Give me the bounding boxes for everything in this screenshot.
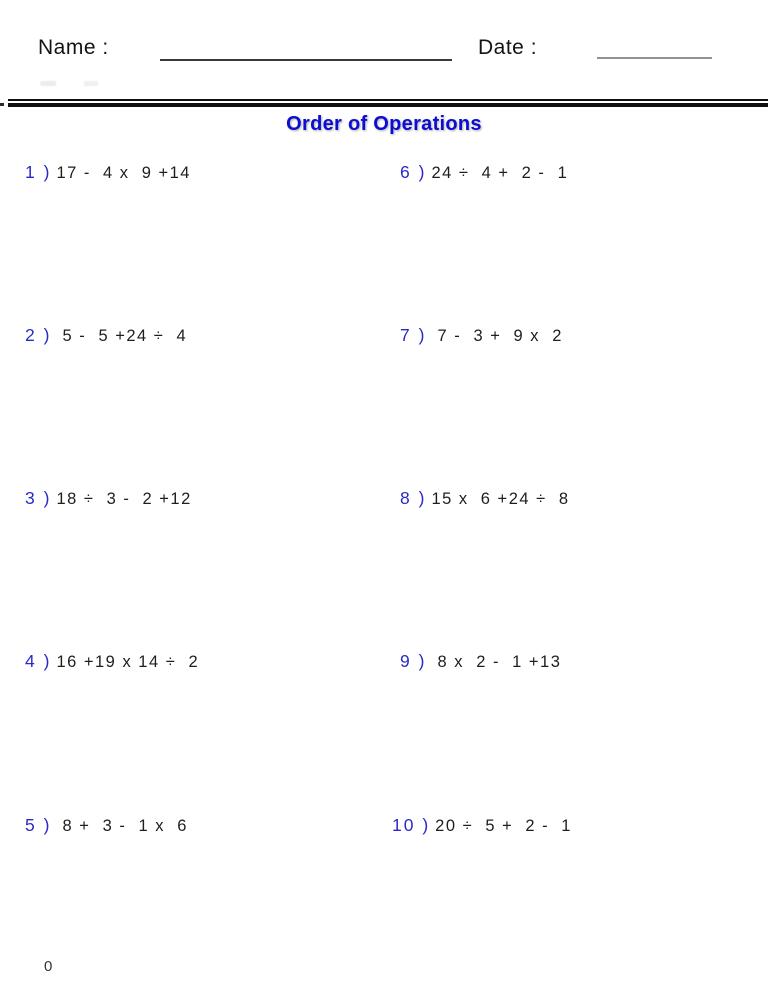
- problem-expression: 8 x 2 - 1 +13: [431, 653, 562, 671]
- rule-left-dot: [0, 103, 4, 106]
- problem-expression: 16 +19 x 14 ÷ 2: [56, 653, 200, 671]
- problem-expression: 20 ÷ 5 + 2 - 1: [435, 817, 572, 835]
- problem-4: [25, 653, 199, 671]
- problem-number: 3 ): [25, 488, 52, 508]
- problem-6: [400, 164, 568, 182]
- date-blank-line: [597, 37, 712, 59]
- problem-number: 10 ): [392, 815, 431, 835]
- problem-number: 4 ): [25, 651, 52, 671]
- page-title: Order of Operations: [286, 113, 482, 135]
- problem-expression: 8 + 3 - 1 x 6: [56, 817, 188, 835]
- faint-smudge: [40, 81, 102, 86]
- problem-number: 1 ): [25, 162, 52, 182]
- name-blank-line: [160, 38, 452, 61]
- problem-expression: 18 ÷ 3 - 2 +12: [56, 490, 192, 508]
- problem-number: 2 ): [25, 325, 52, 345]
- date-label: Date :: [478, 36, 538, 59]
- problem-8: [400, 490, 570, 508]
- problem-expression: 7 - 3 + 9 x 2: [431, 327, 563, 345]
- problem-5: [25, 817, 188, 835]
- problem-10: [392, 817, 572, 835]
- problem-2: [25, 327, 187, 345]
- page-number: 0: [44, 958, 53, 975]
- problem-number: 8 ): [400, 488, 427, 508]
- problem-number: 7 ): [400, 325, 427, 345]
- problem-expression: 5 - 5 +24 ÷ 4: [56, 327, 188, 345]
- problem-expression: 24 ÷ 4 + 2 - 1: [431, 164, 569, 182]
- problem-number: 9 ): [400, 651, 427, 671]
- problem-expression: 15 x 6 +24 ÷ 8: [431, 490, 570, 508]
- problem-expression: 17 - 4 x 9 +14: [56, 164, 191, 182]
- problem-1: [25, 164, 191, 182]
- name-label: Name :: [38, 36, 109, 59]
- problem-7: [400, 327, 563, 345]
- problem-9: [400, 653, 561, 671]
- problem-3: [25, 490, 192, 508]
- problem-number: 6 ): [400, 162, 427, 182]
- problem-number: 5 ): [25, 815, 52, 835]
- header-divider-rule: [8, 99, 768, 107]
